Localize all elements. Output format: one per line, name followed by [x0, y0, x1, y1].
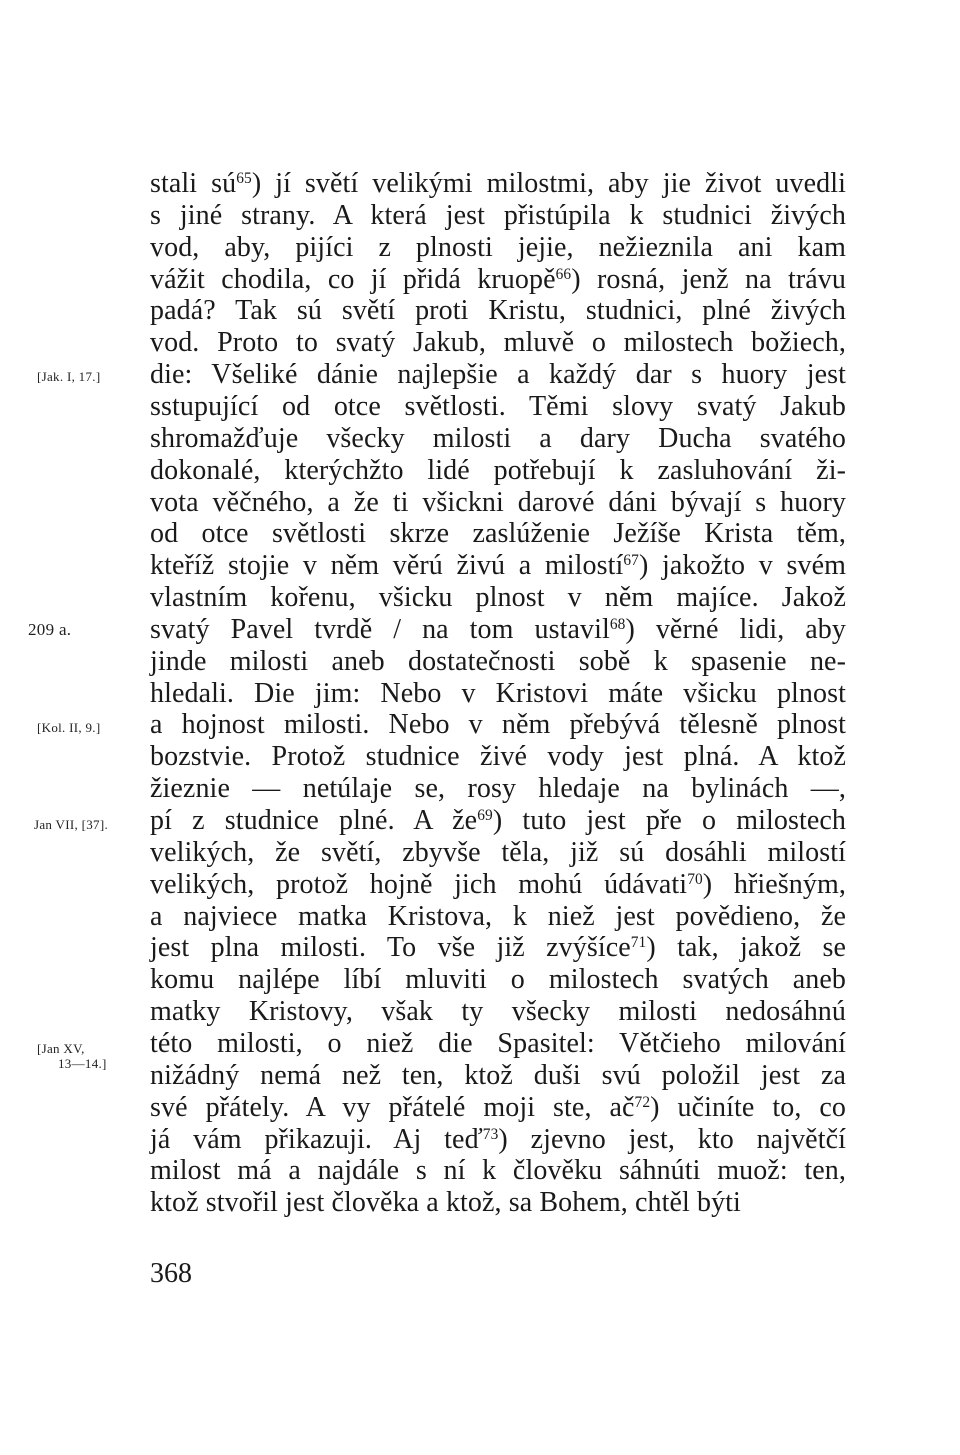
text-line	[150, 1028, 846, 1060]
text-line-segment: hledali. Die jim: Nebo v Kristovi máte všicku plnost	[150, 677, 846, 709]
text-line-segment: shromažďuje všecky milosti a dary Ducha svatého	[150, 422, 846, 454]
text-line	[150, 837, 846, 869]
text-line	[150, 359, 846, 391]
text-line-segment: žieznie — netúlaje se, rosy hledaje na bylinách —,	[150, 773, 846, 805]
text-line	[150, 582, 846, 614]
text-line-segment: velikých, že světí, zbyvše těla, již sú dosáhli milostí	[150, 836, 846, 868]
text-line	[150, 741, 846, 773]
text-line-segment: vod, aby, pijíci z plnosti jejie, nežieznila ani kam	[150, 231, 846, 263]
text-line-segment: dokonalé, kterýchžto lidé potřebují k zasluhování ži-	[150, 454, 846, 486]
text-line	[150, 200, 846, 232]
text-line	[150, 805, 846, 837]
text-line-segment: jest plna milosti. To vše již zvýšíce	[150, 932, 631, 964]
text-line-segment: s jiné strany. A která jest přistúpila k studnici živých	[150, 199, 846, 231]
text-line-segment: nižádný nemá než ten, ktož duši svú položil jest za	[150, 1059, 846, 1091]
text-line-segment: této milosti, o niež die Spasitel: Větčieho milování	[150, 1027, 846, 1059]
margin-note-jan-xv-b: 13—14.]	[58, 1056, 107, 1071]
text-line-segment: bozstvie. Protož studnice živé vody jest plná. A ktož	[150, 741, 846, 773]
text-line-segment: pí z studnice plné. A že	[150, 805, 478, 836]
text-line	[150, 709, 846, 741]
text-line-segment: ) učiníte to, co	[650, 1091, 846, 1123]
text-line	[150, 1092, 846, 1124]
text-line	[150, 646, 846, 678]
text-line-segment: ) tak, jakož se	[646, 932, 846, 964]
text-line-segment: vota věčného, a že ti všickni darové dáni bývají s huory	[150, 486, 846, 518]
footnote-marker: 73	[482, 1125, 499, 1143]
text-line-segment: sstupující od otce světlosti. Těmi slovy svatý Jakub	[150, 390, 846, 422]
margin-note-kol: [Kol. II, 9.]	[37, 720, 101, 735]
text-line-segment: ) věrné lidi, aby	[625, 613, 846, 645]
text-line	[150, 391, 846, 423]
text-line-segment: ) hřiešným,	[702, 868, 846, 900]
text-line	[150, 232, 846, 264]
footnote-marker: 70	[687, 870, 703, 888]
text-line-segment: vod. Proto to svatý Jakub, mluvě o milostech božiech,	[150, 327, 846, 359]
text-line-segment: komu najlépe líbí mluviti o milostech svatých aneb	[150, 964, 846, 996]
text-line-segment: já vám přikazuji. Aj teď	[150, 1123, 483, 1155]
text-line	[150, 423, 846, 455]
text-line-segment: ) rosná, jenž na trávu	[571, 263, 846, 295]
margin-note-folio: 209 a.	[28, 620, 72, 639]
text-line-segment: a najviece matka Kristova, k niež jest povědieno, že	[150, 900, 846, 932]
footnote-marker: 66	[555, 265, 572, 283]
text-line-segment: stali sú	[150, 168, 237, 199]
footnote-marker: 65	[236, 169, 252, 187]
text-line-segment: matky Kristovy, však ty všecky milosti nedosáhnú	[150, 996, 846, 1028]
text-line-segment: padá? Tak sú světí proti Kristu, studnici, plné živých	[150, 295, 846, 327]
text-line-segment: ) zjevno jest, kto najvětčí	[498, 1123, 846, 1155]
text-line	[150, 869, 846, 901]
text-line	[150, 1155, 846, 1187]
text-line	[150, 550, 846, 582]
text-line-segment: velikých, protož hojně jich mohú údávati	[150, 868, 688, 900]
text-line	[150, 487, 846, 519]
text-line	[150, 327, 846, 359]
margin-note-jak: [Jak. I, 17.]	[37, 369, 101, 384]
text-line-segment: vážit chodila, co jí přidá kruopě	[150, 263, 556, 295]
text-line-segment: kteříž stojie v něm věrú živú a milostí	[150, 550, 624, 582]
text-line-segment: ) jí světí velikými milostmi, aby jie život uvedli	[251, 168, 846, 199]
margin-note-jan-vii: Jan VII, [37].	[34, 817, 108, 832]
text-line-segment: své přátely. A vy přátelé moji ste, ač	[150, 1091, 635, 1123]
margin-note-jan-xv-a: [Jan XV,	[37, 1041, 85, 1056]
text-line	[150, 996, 846, 1028]
text-line	[150, 168, 846, 200]
footnote-marker: 72	[634, 1093, 651, 1111]
text-line	[150, 964, 846, 996]
text-line	[150, 773, 846, 805]
text-line	[150, 518, 846, 550]
footnote-marker: 71	[630, 934, 647, 952]
text-line-segment: milost má a najdále s ní k člověku sáhnúti muož: ten,	[150, 1155, 846, 1187]
text-line	[150, 1124, 846, 1156]
text-line-segment: ktož stvořil jest člověka a ktož, sa Bohem, chtěl býti	[150, 1187, 741, 1219]
text-line-segment: a hojnost milosti. Nebo v něm přebývá tělesně plnost	[150, 709, 846, 741]
footnote-marker: 69	[477, 806, 493, 824]
text-line-segment: die: Všeliké dánie najlepšie a každý dar s huory jest	[150, 359, 846, 391]
text-line-segment: jinde milosti aneb dostatečnosti sobě k spasenie ne-	[150, 645, 846, 677]
text-line	[150, 678, 846, 710]
text-line	[150, 901, 846, 933]
page-number: 368	[150, 1258, 192, 1289]
text-line-segment: svatý Pavel tvrdě / na tom ustavil	[150, 613, 610, 645]
text-line	[150, 264, 846, 296]
text-line	[150, 1060, 846, 1092]
text-line	[150, 455, 846, 487]
text-line-segment: vlastním kořenu, všicku plnost v něm majíce. Jakož	[150, 582, 846, 614]
text-line	[150, 932, 846, 964]
text-line	[150, 614, 846, 646]
footnote-marker: 68	[609, 615, 626, 633]
text-line-segment: ) jakožto v svém	[638, 550, 846, 582]
text-line-segment: od otce světlosti skrze zaslúženie Ježíše Krista těm,	[150, 518, 846, 550]
text-line	[150, 1187, 846, 1219]
text-line-segment: ) tuto jest pře o milostech	[492, 805, 846, 836]
footnote-marker: 67	[623, 551, 639, 569]
text-line	[150, 295, 846, 327]
